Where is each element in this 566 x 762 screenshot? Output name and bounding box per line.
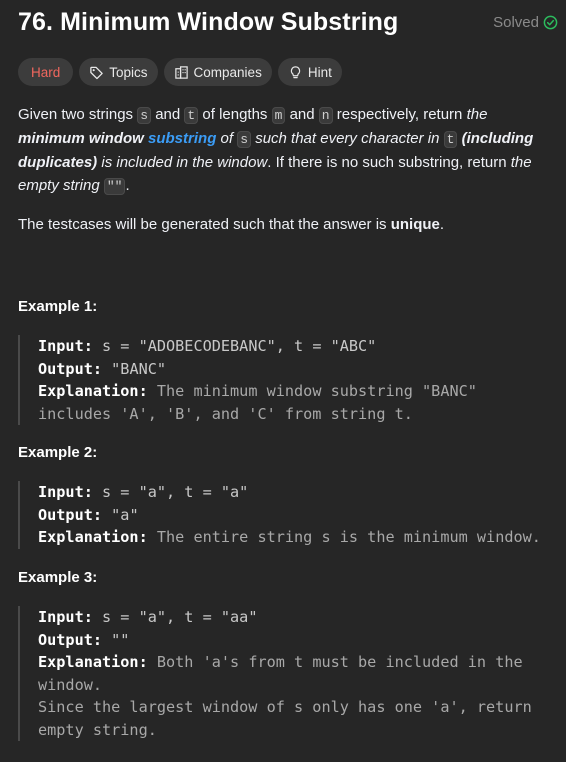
solved-label: Solved	[493, 14, 539, 31]
topics-button[interactable]	[79, 58, 157, 86]
code-s: s	[137, 107, 151, 124]
code-empty-string: ""	[104, 178, 126, 195]
tag-row	[18, 58, 342, 86]
hint-label: Hint	[307, 64, 332, 80]
code-m: m	[272, 107, 286, 124]
code-t-2: t	[444, 131, 458, 148]
example-2-block: Input: s = "a", t = "a" Output: "a" Explanation: The entire string s is the minimum window.	[18, 481, 558, 549]
example-1-heading: Example 1:	[18, 298, 98, 315]
code-s-2: s	[237, 131, 251, 148]
lightbulb-icon	[288, 65, 303, 80]
code-n: n	[319, 107, 333, 124]
companies-button[interactable]	[164, 58, 272, 86]
example-2-heading: Example 2:	[18, 444, 98, 461]
hint-button[interactable]	[278, 58, 342, 86]
tag-icon	[89, 65, 104, 80]
substring-link[interactable]: substring	[148, 130, 217, 147]
difficulty-badge[interactable]: Hard	[18, 58, 73, 86]
problem-title: 76. Minimum Window Substring	[18, 8, 399, 36]
example-1-block: Input: s = "ADOBECODEBANC", t = "ABC" Output: "BANC" Explanation: The minimum window substring "BANC" includes 'A', 'B', and 'C' from string t.	[18, 335, 558, 425]
companies-label: Companies	[193, 64, 262, 80]
solved-status	[493, 14, 558, 31]
example-3-heading: Example 3:	[18, 569, 98, 586]
example-3-block: Input: s = "a", t = "aa" Output: "" Explanation: Both 'a's from t must be included in the window. Since the largest window of s only has one 'a', return empty string.	[18, 606, 558, 741]
topics-label: Topics	[109, 64, 148, 80]
code-t: t	[184, 107, 198, 124]
check-circle-icon	[543, 15, 558, 30]
building-icon	[174, 65, 189, 80]
uniqueness-paragraph: The testcases will be generated such that the answer is unique.	[18, 216, 445, 233]
description-paragraph: Given two strings s and t of lengths m and n respectively, return the minimum window substring of s such that every character in t (including duplicates) is included in the window. If there is no such substring, return the empty string "" .	[18, 106, 534, 194]
